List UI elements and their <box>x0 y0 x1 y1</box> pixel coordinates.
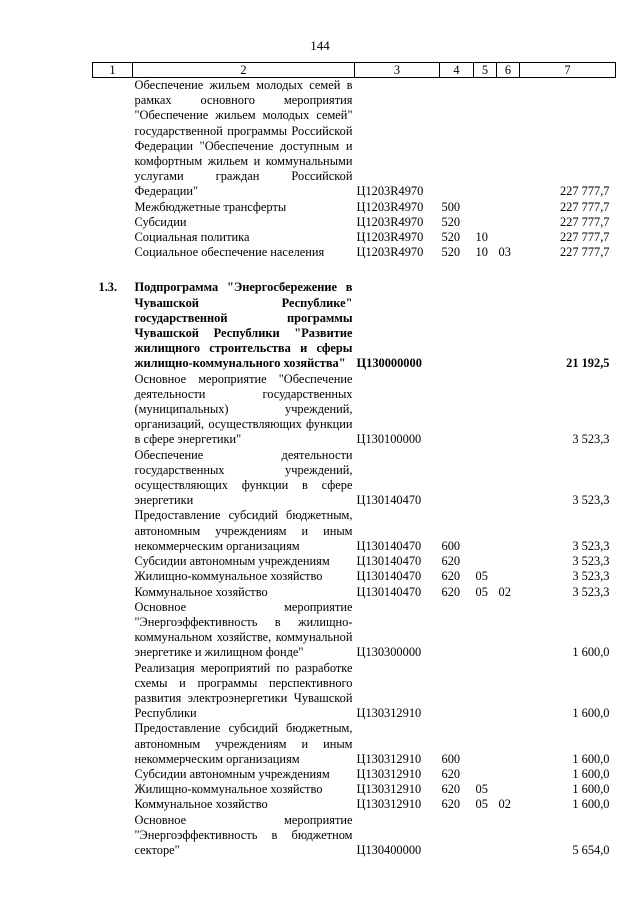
subsection-cell <box>497 78 520 200</box>
subsection-cell <box>497 230 520 245</box>
section-cell <box>474 78 497 200</box>
amount-cell: 3 523,3 <box>572 554 610 569</box>
amount-cell: 227 777,7 <box>559 199 610 214</box>
item-name-cell: Социальная политика <box>134 230 250 245</box>
target-code-cell: Ц130140470 <box>356 538 422 553</box>
section-cell: 05 <box>475 797 488 812</box>
target-code-cell: Ц1203R4970 <box>356 199 424 214</box>
expense-type-cell: 620 <box>441 554 461 569</box>
section-cell <box>474 554 497 569</box>
expense-type-cell <box>440 448 474 509</box>
expense-type-cell: 520 <box>441 245 461 260</box>
item-name-cell: Коммунальное хозяйство <box>134 797 268 812</box>
table-row <box>93 782 616 797</box>
section-cell: 10 <box>475 245 488 260</box>
subsection-cell <box>497 448 520 509</box>
expense-type-cell: 520 <box>441 214 461 229</box>
column-header: 6 <box>497 63 520 78</box>
target-code-cell: Ц1203R4970 <box>356 230 424 245</box>
table-row <box>93 569 616 584</box>
table-row <box>93 372 616 448</box>
column-header: 7 <box>520 63 616 78</box>
item-name-cell: Основное мероприятие "Энергоэффективность в бюджетном секторе" <box>134 812 353 857</box>
target-code-cell: Ц1203R4970 <box>356 184 424 199</box>
target-code-cell: Ц130000000 <box>356 356 422 371</box>
column-header: 4 <box>440 63 474 78</box>
item-name-cell: Коммунальное хозяйство <box>134 584 268 599</box>
item-name-cell: Субсидии <box>134 214 187 229</box>
subsection-cell <box>497 813 520 859</box>
amount-cell: 5 654,0 <box>572 842 610 857</box>
target-code-cell: Ц130140470 <box>356 554 422 569</box>
table-row <box>93 508 616 554</box>
item-name-cell: Жилищно-коммунальное хозяйство <box>134 782 323 797</box>
section-cell <box>474 721 497 767</box>
row-number-cell <box>93 448 133 509</box>
section-cell: 10 <box>475 230 488 245</box>
target-code-cell: Ц130312910 <box>356 766 422 781</box>
target-code-cell: Ц1203R4970 <box>356 245 424 260</box>
budget-table <box>92 62 616 858</box>
amount-cell: 3 523,3 <box>572 432 610 447</box>
expense-type-cell <box>440 372 474 448</box>
row-number-cell <box>93 721 133 767</box>
expense-type-cell: 620 <box>441 797 461 812</box>
subsection-cell <box>497 767 520 782</box>
item-name-cell: Социальное обеспечение населения <box>134 245 325 260</box>
expense-type-cell: 620 <box>441 569 461 584</box>
amount-cell: 1 600,0 <box>572 645 610 660</box>
row-number-cell <box>93 372 133 448</box>
row-number-cell <box>93 797 133 812</box>
amount-cell: 227 777,7 <box>559 214 610 229</box>
expense-type-cell <box>440 813 474 859</box>
subsection-cell <box>497 280 520 371</box>
subsection-cell <box>497 372 520 448</box>
row-number-cell <box>93 782 133 797</box>
item-name-cell: Жилищно-коммунальное хозяйство <box>134 569 323 584</box>
section-cell <box>474 508 497 554</box>
item-name-cell: Предоставление субсидий бюджетным, автономным учреждениям и иным некоммерческим организациям <box>134 508 353 553</box>
amount-cell: 3 523,3 <box>572 538 610 553</box>
section-cell <box>474 200 497 215</box>
section-cell <box>474 600 497 661</box>
amount-cell: 3 523,3 <box>572 493 610 508</box>
target-code-cell: Ц130140470 <box>356 584 422 599</box>
expense-type-cell: 500 <box>441 199 461 214</box>
column-header: 1 <box>93 63 133 78</box>
column-number-header <box>93 63 616 78</box>
subsection-cell <box>497 554 520 569</box>
expense-type-cell: 600 <box>441 751 461 766</box>
table-row <box>93 797 616 812</box>
expense-type-cell <box>440 78 474 200</box>
item-name-cell: Обеспечение деятельности государственных учреждений, осуществляющих функции в сфере энергетики <box>134 447 353 508</box>
column-header: 2 <box>133 63 355 78</box>
table-row <box>93 215 616 230</box>
subsection-cell <box>497 600 520 661</box>
target-code-cell: Ц130140470 <box>356 569 422 584</box>
section-cell <box>474 767 497 782</box>
column-header: 3 <box>355 63 440 78</box>
row-number-cell <box>93 78 133 200</box>
column-header: 5 <box>474 63 497 78</box>
row-number-cell <box>93 569 133 584</box>
row-number-cell <box>93 661 133 722</box>
table-row <box>93 200 616 215</box>
expense-type-cell: 620 <box>441 782 461 797</box>
amount-cell: 227 777,7 <box>559 245 610 260</box>
row-number-cell <box>93 245 133 260</box>
amount-cell: 21 192,5 <box>566 356 610 371</box>
item-name-cell: Субсидии автономным учреждениям <box>134 766 330 781</box>
item-name-cell: Реализация мероприятий по разработке схемы и программы перспективного развития электроэнергетики Чувашской Республики <box>134 660 353 721</box>
expense-type-cell <box>440 280 474 371</box>
amount-cell: 1 600,0 <box>572 751 610 766</box>
amount-cell: 3 523,3 <box>572 584 610 599</box>
expense-type-cell: 620 <box>441 766 461 781</box>
subsection-cell <box>497 721 520 767</box>
table-row <box>93 78 616 200</box>
subsection-cell <box>497 200 520 215</box>
table-row <box>93 585 616 600</box>
row-number-cell <box>93 813 133 859</box>
table-row <box>93 813 616 859</box>
section-cell <box>474 661 497 722</box>
target-code-cell: Ц130140470 <box>356 493 422 508</box>
subsection-cell <box>497 569 520 584</box>
section-cell: 05 <box>475 584 488 599</box>
expense-type-cell: 520 <box>441 230 461 245</box>
amount-cell: 227 777,7 <box>559 184 610 199</box>
item-name-cell: Подпрограмма "Энергосбережение в Чувашской Республике" государственной программы Чувашской Республики "Развитие жилищного строительства и сферы жилищно-коммунального хозяйства" <box>134 280 353 371</box>
expense-type-cell: 620 <box>441 584 461 599</box>
amount-cell: 227 777,7 <box>559 230 610 245</box>
subsection-cell: 02 <box>498 797 511 812</box>
row-number-cell <box>93 230 133 245</box>
row-number-cell <box>93 508 133 554</box>
section-cell <box>474 813 497 859</box>
table-row <box>93 721 616 767</box>
section-cell: 05 <box>475 782 488 797</box>
row-number-cell <box>93 554 133 569</box>
subsection-cell <box>497 782 520 797</box>
section-cell: 05 <box>475 569 488 584</box>
subsection-cell: 03 <box>498 245 511 260</box>
section-cell <box>474 372 497 448</box>
amount-cell: 3 523,3 <box>572 569 610 584</box>
subsection-cell <box>497 215 520 230</box>
item-name-cell: Обеспечение жильем молодых семей в рамках основного мероприятия "Обеспечение жильем молодых семей" государственной программы Российской Федерации "Обеспечение доступным и комфортным жильем и коммунальными услугами граждан Российской Федерации" <box>134 78 353 199</box>
subsection-cell <box>497 508 520 554</box>
row-number-cell: 1.3. <box>98 280 118 295</box>
amount-cell: 1 600,0 <box>572 766 610 781</box>
expense-type-cell: 600 <box>441 538 461 553</box>
expense-type-cell <box>440 661 474 722</box>
section-cell <box>474 215 497 230</box>
target-code-cell: Ц130312910 <box>356 706 422 721</box>
table-row <box>93 280 616 371</box>
row-number-cell <box>93 215 133 230</box>
section-cell <box>474 280 497 371</box>
item-name-cell: Основное мероприятие "Обеспечение деятельности государственных (муниципальных) учреждений, организаций, осуществляющих функции в сфере энергетики" <box>134 371 353 447</box>
subsection-cell: 02 <box>498 584 511 599</box>
target-code-cell: Ц130312910 <box>356 797 422 812</box>
table-row <box>93 600 616 661</box>
item-name-cell: Основное мероприятие "Энергоэффективность в жилищно-коммунальном хозяйстве, коммунальной энергетике и жилищном фонде" <box>134 599 353 660</box>
subsection-cell <box>497 661 520 722</box>
table-row <box>93 230 616 245</box>
item-name-cell: Субсидии автономным учреждениям <box>134 554 330 569</box>
target-code-cell: Ц130400000 <box>356 842 422 857</box>
target-code-cell: Ц1203R4970 <box>356 214 424 229</box>
amount-cell: 1 600,0 <box>572 797 610 812</box>
table-row <box>93 661 616 722</box>
target-code-cell: Ц130312910 <box>356 751 422 766</box>
table-row <box>93 245 616 260</box>
page-number: 144 <box>310 38 330 53</box>
target-code-cell: Ц130300000 <box>356 645 422 660</box>
amount-cell: 1 600,0 <box>572 706 610 721</box>
row-number-cell <box>93 200 133 215</box>
spacer-row <box>93 260 616 280</box>
target-code-cell: Ц130100000 <box>356 432 422 447</box>
table-row <box>93 554 616 569</box>
section-cell <box>474 448 497 509</box>
item-name-cell: Предоставление субсидий бюджетным, автономным учреждениям и иным некоммерческим организациям <box>134 721 353 766</box>
row-number-cell <box>93 767 133 782</box>
expense-type-cell <box>440 600 474 661</box>
row-number-cell <box>93 585 133 600</box>
table-row <box>93 767 616 782</box>
item-name-cell: Межбюджетные трансферты <box>134 199 287 214</box>
row-number-cell <box>93 600 133 661</box>
target-code-cell: Ц130312910 <box>356 782 422 797</box>
amount-cell: 1 600,0 <box>572 782 610 797</box>
table-row <box>93 448 616 509</box>
